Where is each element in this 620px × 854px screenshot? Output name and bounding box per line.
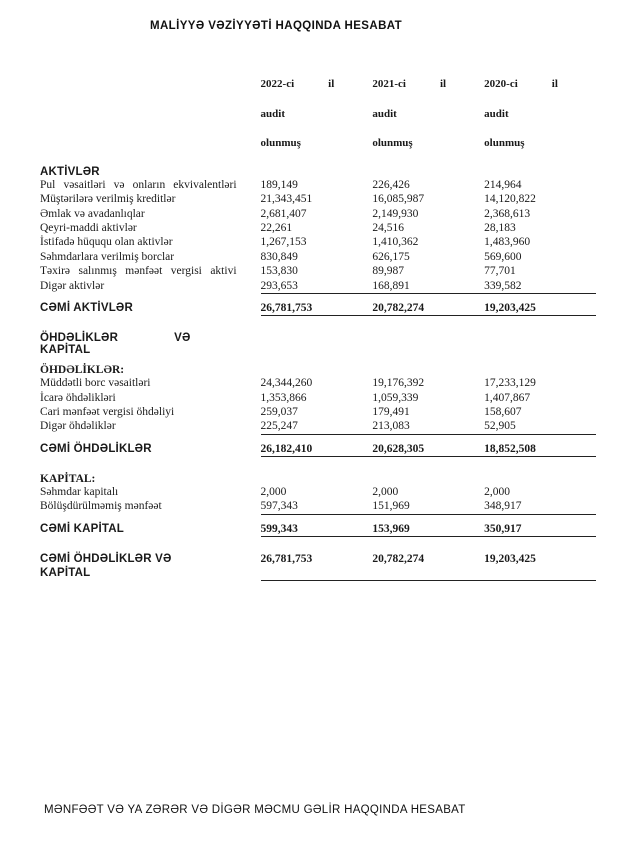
row-label: Pul vəsaitləri və onların ekvivalentləri <box>40 178 237 191</box>
total-equity-label: CƏMİ KAPİTAL <box>40 522 125 535</box>
row-value-2021: 2,149,930 <box>372 207 419 220</box>
row-label: Səhmdarlara verilmiş borclar <box>40 250 175 263</box>
row-value-2021: 1,059,339 <box>372 391 419 404</box>
grand-total-label-line2: KAPİTAL <box>40 566 91 579</box>
row-value-2020: 1,407,867 <box>484 391 531 404</box>
total-assets-2022: 26,781,753 <box>261 302 373 316</box>
row-value-2020: 17,233,129 <box>484 377 536 390</box>
row-label: Təxirə salınmış mənfəət vergisi aktivi <box>40 265 237 278</box>
row-value-2022: 24,344,260 <box>260 377 313 390</box>
row-value-2022: 830,849 <box>260 250 298 263</box>
row-value-2020: 52,905 <box>484 419 596 434</box>
table-row <box>40 192 596 206</box>
column-header-2020-line2: audit <box>484 107 509 120</box>
table-row <box>40 376 596 390</box>
total-liabilities-2022: 26,182,410 <box>261 443 373 457</box>
row-value-2020: 214,964 <box>484 178 522 191</box>
grand-total-label <box>40 553 261 581</box>
spacer <box>40 356 596 364</box>
row-value-2021: 226,426 <box>372 178 410 191</box>
row-label: Əmlak və avadanlıqlar <box>40 207 145 220</box>
column-header-2022-line2: audit <box>260 107 285 120</box>
column-header-2021 <box>372 62 484 166</box>
section-heading-row <box>40 332 596 356</box>
row-value-2020: 1,483,960 <box>484 236 531 249</box>
row-value-2022: 21,343,451 <box>260 193 313 206</box>
table-row <box>40 207 596 221</box>
row-value-2021: 213,083 <box>372 419 484 434</box>
total-assets-label: CƏMİ AKTİVLƏR <box>40 301 133 314</box>
total-equity-2020: 350,917 <box>484 523 596 537</box>
spacer <box>40 293 596 302</box>
grand-total-label-line1: CƏMİ ÖHDƏLİKLƏR VƏ <box>40 553 172 566</box>
column-header-2021-line2: audit <box>372 107 397 120</box>
column-header-2021-year: 2021-ci <box>372 77 406 90</box>
row-value-2021: 16,085,987 <box>372 193 425 206</box>
table-row <box>40 264 596 278</box>
spacer <box>40 537 596 554</box>
spacer <box>40 457 596 474</box>
row-value-2022: 597,343 <box>261 499 373 514</box>
column-header-2022-il: il <box>328 77 335 90</box>
row-label: Digər aktivlər <box>40 279 105 292</box>
header-blank-cell <box>40 62 261 166</box>
row-value-2022: 1,353,866 <box>260 391 307 404</box>
total-liabilities-label: CƏMİ ÖHDƏLİKLƏR <box>40 442 152 455</box>
row-label: Bölüşdürülməmiş mənfəət <box>40 500 162 513</box>
row-value-2020: 158,607 <box>484 405 522 418</box>
row-value-2020: 14,120,822 <box>484 193 536 206</box>
row-value-2020: 2,000 <box>484 486 511 498</box>
column-header-2021-il: il <box>439 77 447 90</box>
total-liabilities-2020: 18,852,508 <box>484 443 596 457</box>
column-header-2020-il: il <box>551 77 558 90</box>
total-assets-2020: 19,203,425 <box>484 302 596 316</box>
equity-heading: KAPİTAL: <box>40 473 96 485</box>
table-row <box>40 178 596 192</box>
table-row <box>40 419 596 434</box>
row-value-2020: 569,600 <box>484 250 522 263</box>
liabilities-heading: ÖHDƏLİKLƏR: <box>40 364 125 377</box>
table-row <box>40 485 596 499</box>
table-row <box>40 235 596 249</box>
table-header-row <box>40 62 596 166</box>
row-value-2021: 168,891 <box>372 279 484 294</box>
liabilities-equity-heading: ÖHDƏLİKLƏR VƏ KAPİTAL <box>40 332 191 357</box>
total-liabilities-2021: 20,628,305 <box>372 443 484 457</box>
column-header-2022-year: 2022-ci <box>260 77 295 90</box>
grand-total-2020: 19,203,425 <box>484 553 596 581</box>
column-header-2020-line3: olunmuş <box>484 137 525 150</box>
section-heading-row <box>40 166 596 178</box>
total-equity-2022: 599,343 <box>261 523 373 537</box>
column-header-2022 <box>261 62 373 166</box>
table-row <box>40 250 596 264</box>
row-value-2021: 24,516 <box>372 222 404 235</box>
column-header-2021-line3: olunmuş <box>372 137 413 150</box>
total-equity-2021: 153,969 <box>372 523 484 537</box>
table-row <box>40 405 596 419</box>
row-value-2021: 179,491 <box>372 405 410 418</box>
financial-position-table <box>40 62 596 581</box>
row-value-2021: 2,000 <box>372 486 399 498</box>
spacer <box>40 434 596 443</box>
spacer <box>40 514 596 523</box>
row-value-2021: 1,410,362 <box>372 236 419 249</box>
row-value-2022: 259,037 <box>260 405 298 418</box>
row-label: İcarə öhdəlikləri <box>40 391 116 404</box>
section-heading-row <box>40 364 596 376</box>
assets-heading: AKTİVLƏR <box>40 165 100 178</box>
row-label: Qeyri-maddi aktivlər <box>40 222 137 235</box>
row-value-2021: 151,969 <box>372 499 484 514</box>
row-value-2022: 2,681,407 <box>260 207 307 220</box>
table-row <box>40 279 596 294</box>
spacer <box>40 316 596 333</box>
row-label: İstifadə hüququ olan aktivlər <box>40 236 173 249</box>
footer-title: MƏNFƏƏT VƏ YA ZƏRƏR VƏ DİGƏR MƏCMU GƏLİR HAQQINDA HESABAT <box>44 804 466 816</box>
total-row-assets <box>40 302 596 316</box>
grand-total-2022: 26,781,753 <box>261 553 373 581</box>
column-header-2022-line3: olunmuş <box>260 137 301 150</box>
grand-total-2021: 20,782,274 <box>372 553 484 581</box>
column-header-2020 <box>484 62 596 166</box>
table-row <box>40 391 596 405</box>
total-row-equity <box>40 523 596 537</box>
row-value-2022: 225,247 <box>261 419 373 434</box>
row-value-2021: 626,175 <box>372 250 410 263</box>
row-value-2022: 1,267,153 <box>260 236 307 249</box>
row-value-2022: 2,000 <box>260 486 287 498</box>
total-assets-2021: 20,782,274 <box>372 302 484 316</box>
table-row <box>40 221 596 235</box>
row-value-2020: 339,582 <box>484 279 596 294</box>
total-row-liabilities <box>40 443 596 457</box>
row-label: Cari mənfəət vergisi öhdəliyi <box>40 405 175 418</box>
row-value-2021: 19,176,392 <box>372 377 425 390</box>
row-value-2020: 77,701 <box>484 265 516 278</box>
table-row <box>40 499 596 514</box>
row-label: Müştərilərə verilmiş kreditlər <box>40 193 176 206</box>
section-heading-row <box>40 473 596 485</box>
row-value-2020: 28,183 <box>484 222 516 235</box>
grand-total-row <box>40 553 596 581</box>
page-title: MALİYYƏ VƏZİYYƏTİ HAQQINDA HESABAT <box>150 20 403 32</box>
column-header-2020-year: 2020-ci <box>484 77 518 90</box>
row-label: Digər öhdəliklər <box>40 420 116 433</box>
row-value-2021: 89,987 <box>372 265 404 278</box>
row-value-2022: 189,149 <box>260 178 298 191</box>
row-value-2022: 22,261 <box>260 222 293 235</box>
row-value-2020: 348,917 <box>484 499 596 514</box>
row-value-2022: 153,830 <box>260 265 298 278</box>
row-label: Səhmdar kapitalı <box>40 486 119 498</box>
row-label: Müddətli borc vəsaitləri <box>40 377 151 390</box>
row-value-2020: 2,368,613 <box>484 207 531 220</box>
row-value-2022: 293,653 <box>261 279 373 294</box>
